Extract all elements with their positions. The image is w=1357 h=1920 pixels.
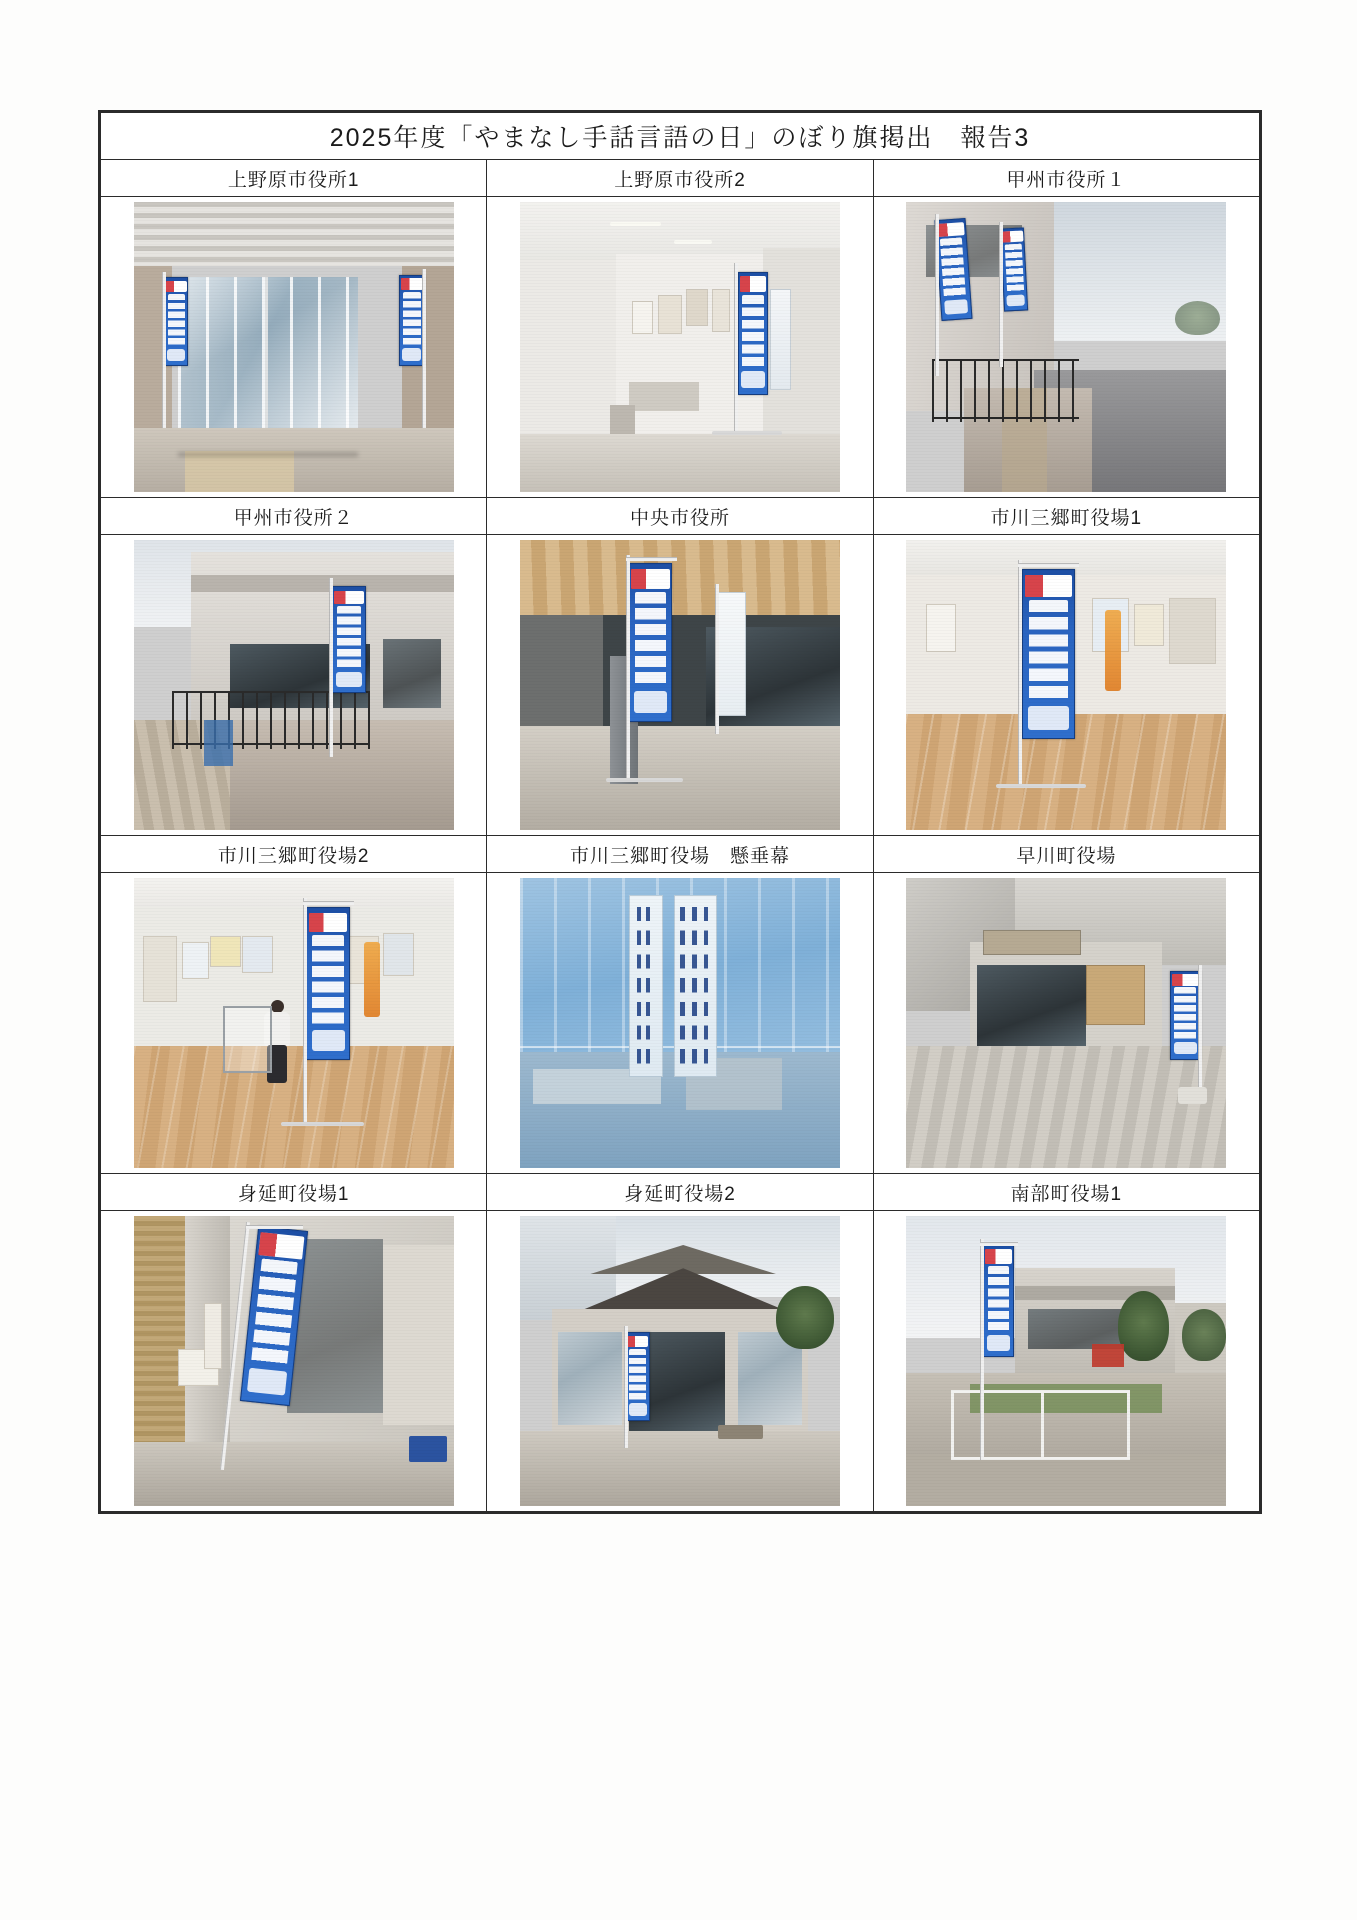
photo-koshu-1 bbox=[906, 202, 1226, 492]
photo-caption-ichikawamisato-kensuimaku: 市川三郷町役場 懸垂幕 bbox=[487, 836, 873, 873]
photo-cell-hayakawa bbox=[873, 873, 1259, 1174]
caption-row-4 bbox=[101, 1174, 1260, 1211]
photo-caption-koshu-1: 甲州市役所１ bbox=[873, 160, 1259, 197]
photo-koshu-2 bbox=[134, 540, 454, 830]
caption-row-2 bbox=[101, 498, 1260, 535]
photo-minobu-1 bbox=[134, 1216, 454, 1506]
photo-cell-koshu-2 bbox=[101, 535, 487, 836]
photo-cell-ichikawamisato-1 bbox=[873, 535, 1259, 836]
photo-hayakawa bbox=[906, 878, 1226, 1168]
page-title: 2025年度「やまなし手話言語の日」のぼり旗掲出 報告3 bbox=[101, 113, 1260, 160]
photo-cell-ichikawamisato-kensuimaku bbox=[487, 873, 873, 1174]
photo-ichikawamisato-kensuimaku bbox=[520, 878, 840, 1168]
photo-row-1 bbox=[101, 197, 1260, 498]
photo-caption-minobu-2: 身延町役場2 bbox=[487, 1174, 873, 1211]
photo-caption-uenohara-2: 上野原市役所2 bbox=[487, 160, 873, 197]
photo-minobu-2 bbox=[520, 1216, 840, 1506]
photo-caption-hayakawa: 早川町役場 bbox=[873, 836, 1259, 873]
photo-cell-uenohara-1 bbox=[101, 197, 487, 498]
photo-row-4 bbox=[101, 1211, 1260, 1512]
photo-cell-chuo bbox=[487, 535, 873, 836]
caption-row-1 bbox=[101, 160, 1260, 197]
photo-cell-nanbu-1 bbox=[873, 1211, 1259, 1512]
report-table-wrapper bbox=[98, 110, 1262, 1514]
photo-row-3 bbox=[101, 873, 1260, 1174]
photo-caption-ichikawamisato-2: 市川三郷町役場2 bbox=[101, 836, 487, 873]
photo-caption-chuo: 中央市役所 bbox=[487, 498, 873, 535]
photo-caption-ichikawamisato-1: 市川三郷町役場1 bbox=[873, 498, 1259, 535]
photo-caption-koshu-2: 甲州市役所２ bbox=[101, 498, 487, 535]
photo-cell-koshu-1 bbox=[873, 197, 1259, 498]
photo-cell-uenohara-2 bbox=[487, 197, 873, 498]
caption-row-3 bbox=[101, 836, 1260, 873]
title-row bbox=[101, 113, 1260, 160]
photo-cell-minobu-1 bbox=[101, 1211, 487, 1512]
photo-cell-minobu-2 bbox=[487, 1211, 873, 1512]
photo-ichikawamisato-2 bbox=[134, 878, 454, 1168]
photo-cell-ichikawamisato-2 bbox=[101, 873, 487, 1174]
photo-nanbu-1 bbox=[906, 1216, 1226, 1506]
photo-uenohara-1 bbox=[134, 202, 454, 492]
photo-caption-nanbu-1: 南部町役場1 bbox=[873, 1174, 1259, 1211]
photo-caption-uenohara-1: 上野原市役所1 bbox=[101, 160, 487, 197]
photo-caption-minobu-1: 身延町役場1 bbox=[101, 1174, 487, 1211]
photo-row-2 bbox=[101, 535, 1260, 836]
photo-uenohara-2 bbox=[520, 202, 840, 492]
photo-ichikawamisato-1 bbox=[906, 540, 1226, 830]
report-table bbox=[100, 112, 1260, 1512]
photo-chuo bbox=[520, 540, 840, 830]
